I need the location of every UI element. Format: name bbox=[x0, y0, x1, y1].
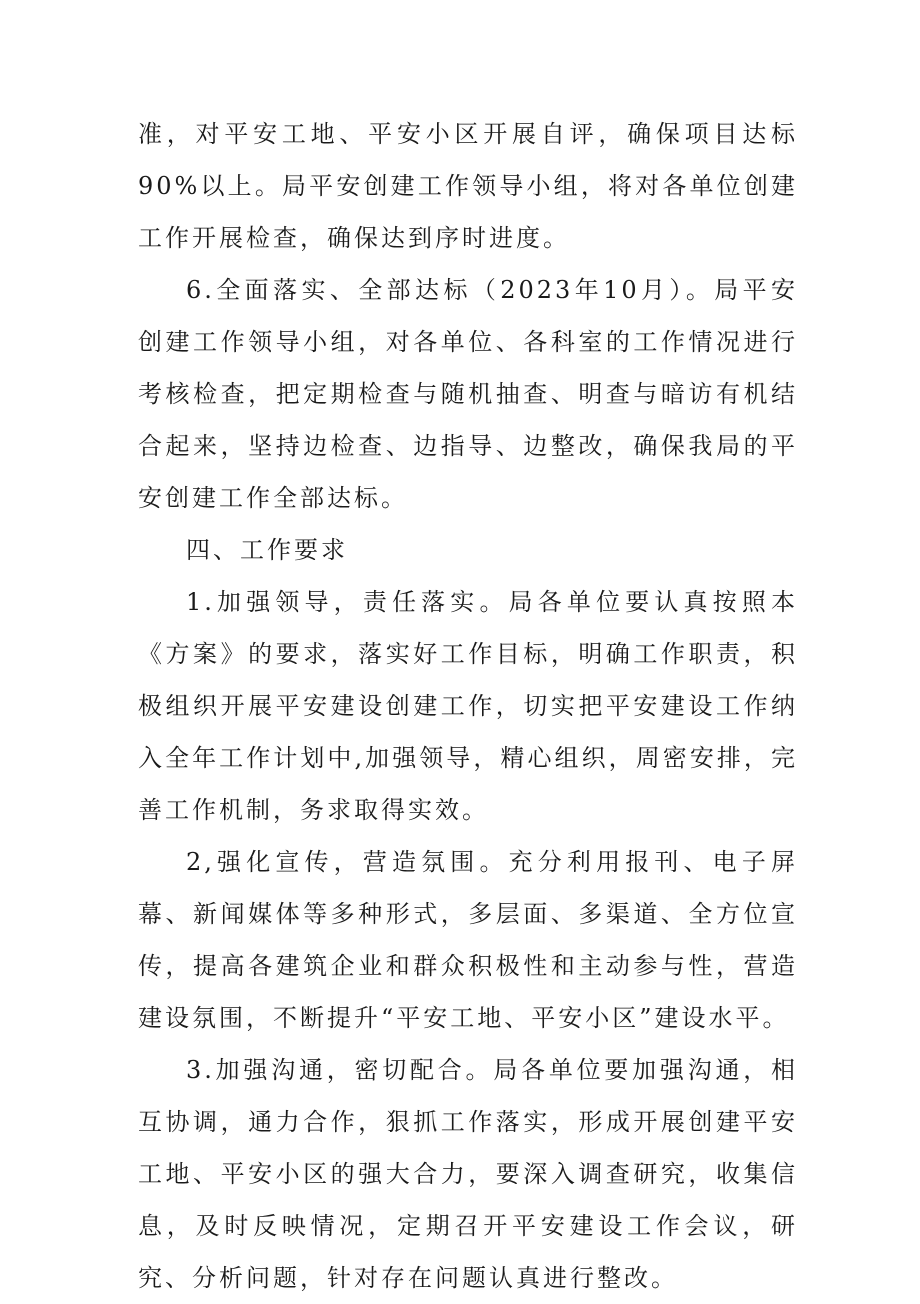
paragraph-requirement-2: 2,强化宣传，营造氛围。充分利用报刊、电子屏幕、新闻媒体等多种形式，多层面、多渠道、全方位宣传，提高各建筑企业和群众积极性和主动参与性，营造建设氛围，不断提升“平安工地、平安小区”建设水平。 bbox=[138, 848, 798, 1032]
paragraph-requirement-1: 1.加强领导，责任落实。局各单位要认真按照本《方案》的要求，落实好工作目标，明确工作职责，积极组织开展平安建设创建工作，切实把平安建设工作纳入全年工作计划中,加强领导，精心组织，周密安排，完善工作机制，务求取得实效。 bbox=[138, 588, 798, 824]
paragraph-continuation: 准，对平安工地、平安小区开展自评，确保项目达标90%以上。局平安创建工作领导小组，将对各单位创建工作开展检查，确保达到序时进度。 bbox=[138, 120, 798, 252]
section-heading-work-requirements: 四、工作要求 bbox=[186, 536, 348, 564]
document-body bbox=[138, 108, 798, 1304]
paragraph-item-6: 6.全面落实、全部达标（2023年10月）。局平安创建工作领导小组，对各单位、各科室的工作情况进行考核检查，把定期检查与随机抽查、明查与暗访有机结合起来，坚持边检查、边指导、边整改，确保我局的平安创建工作全部达标。 bbox=[138, 276, 798, 512]
paragraph-requirement-3: 3.加强沟通，密切配合。局各单位要加强沟通，相互协调，通力合作，狠抓工作落实，形成开展创建平安工地、平安小区的强大合力，要深入调查研究，收集信息，及时反映情况，定期召开平安建设工作会议，研究、分析问题，针对存在问题认真进行整改。 bbox=[138, 1056, 798, 1292]
